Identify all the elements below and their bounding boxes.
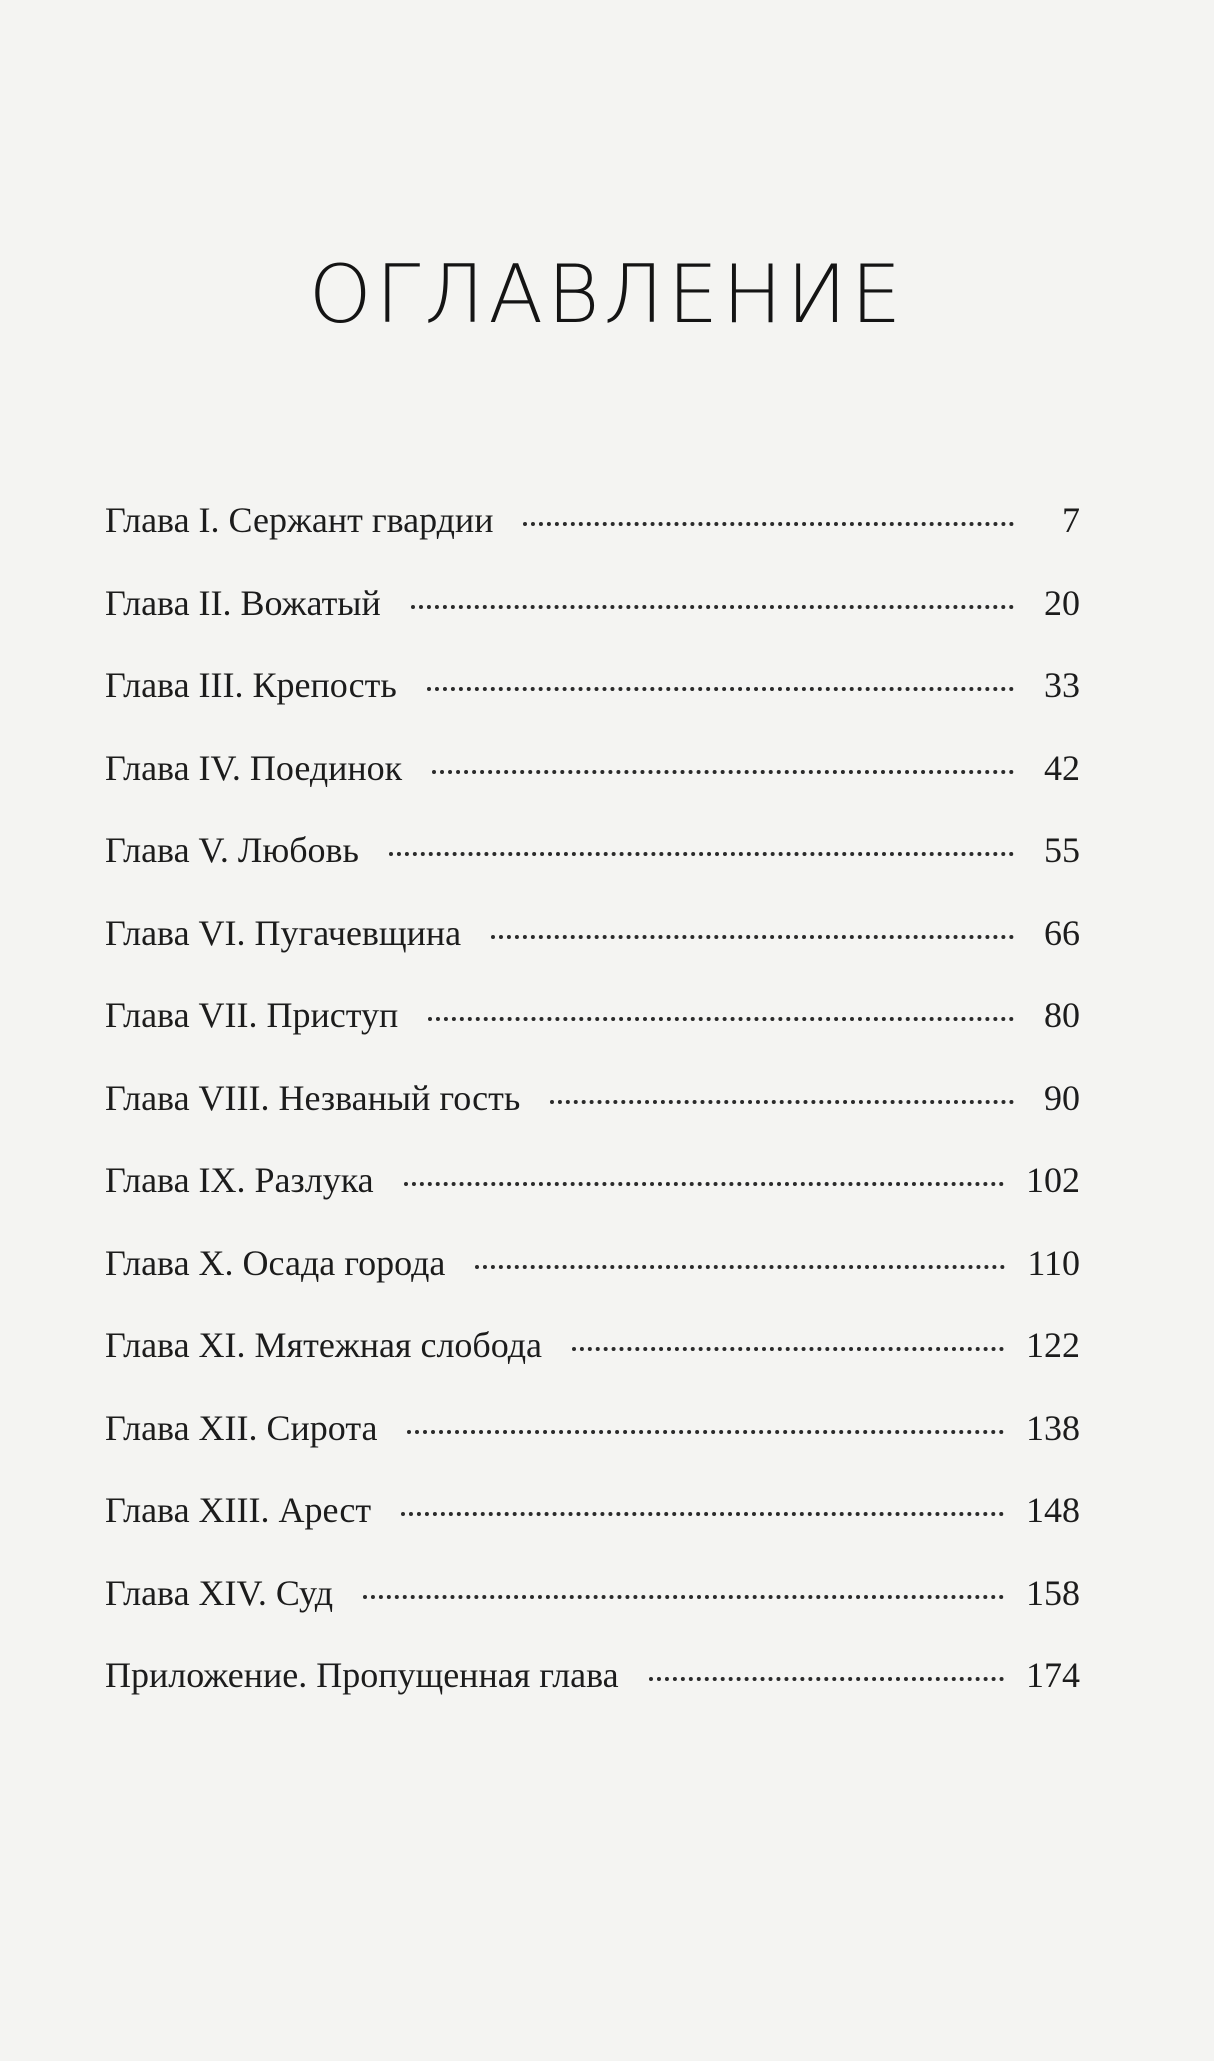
toc-entry-title: Глава VI. Пугачевщина	[105, 912, 462, 953]
toc-entry-page: 148	[1026, 1490, 1080, 1530]
toc-entry-page: 42	[1044, 747, 1080, 788]
dot-leader	[523, 522, 1014, 526]
toc-entry-11	[105, 1315, 1080, 1398]
toc-entry-page: 110	[1027, 1242, 1080, 1283]
toc-entry-title: Глава IX. Разлука	[105, 1160, 374, 1200]
toc-entry-5	[105, 820, 1080, 903]
toc-entry-12	[105, 1398, 1080, 1481]
dot-leader	[649, 1677, 1004, 1681]
dot-leader	[550, 1100, 1014, 1104]
toc-entry-page: 7	[1062, 500, 1080, 540]
toc-entry-title: Глава VIII. Незваный гость	[105, 1077, 521, 1118]
toc-entry-14	[105, 1563, 1080, 1646]
dot-leader	[572, 1347, 1004, 1351]
dot-leader	[407, 1430, 1004, 1434]
toc-entry-title: Глава II. Вожатый	[105, 582, 381, 623]
toc-entry-title: Глава XII. Сирота	[105, 1407, 378, 1448]
toc-entry-13	[105, 1480, 1080, 1563]
table-of-contents	[105, 490, 1080, 1728]
toc-entry-page: 80	[1044, 995, 1080, 1035]
toc-entry-8	[105, 1068, 1080, 1151]
toc-entry-page: 158	[1026, 1572, 1080, 1613]
toc-entry-page: 102	[1026, 1160, 1080, 1200]
dot-leader	[475, 1265, 1005, 1269]
toc-entry-6	[105, 903, 1080, 986]
toc-entry-page: 33	[1044, 665, 1080, 705]
dot-leader	[363, 1595, 1004, 1599]
toc-entry-page: 55	[1044, 830, 1080, 870]
toc-entry-9	[105, 1150, 1080, 1233]
dot-leader	[432, 770, 1014, 774]
toc-entry-page: 20	[1044, 582, 1080, 623]
dot-leader	[401, 1512, 1004, 1516]
toc-entry-1	[105, 490, 1080, 573]
toc-entry-page: 174	[1026, 1655, 1080, 1695]
dot-leader	[491, 935, 1014, 939]
toc-entry-title: Глава IV. Поединок	[105, 747, 403, 788]
toc-entry-page: 138	[1026, 1407, 1080, 1448]
toc-entry-4	[105, 738, 1080, 821]
dot-leader	[428, 1017, 1014, 1021]
toc-entry-15	[105, 1645, 1080, 1728]
toc-entry-title: Глава VII. Приступ	[105, 995, 399, 1035]
toc-entry-page: 66	[1044, 912, 1080, 953]
dot-leader	[411, 605, 1014, 609]
toc-entry-2	[105, 573, 1080, 656]
toc-entry-title: Глава III. Крепость	[105, 665, 397, 705]
toc-entry-title: Глава XIV. Суд	[105, 1572, 334, 1613]
toc-entry-title: Глава XI. Мятежная слобода	[105, 1325, 543, 1365]
toc-entry-3	[105, 655, 1080, 738]
toc-entry-7	[105, 985, 1080, 1068]
toc-entry-page: 90	[1044, 1077, 1080, 1118]
toc-entry-title: Глава V. Любовь	[105, 830, 359, 870]
toc-entry-10	[105, 1233, 1080, 1316]
toc-entry-title: Глава XIII. Арест	[105, 1490, 372, 1530]
dot-leader	[404, 1182, 1004, 1186]
dot-leader	[389, 852, 1014, 856]
dot-leader	[427, 687, 1014, 691]
page-title: ОГЛАВЛЕНИЕ	[308, 248, 906, 341]
toc-entry-title: Приложение. Пропущенная глава	[105, 1655, 619, 1695]
toc-entry-title: Глава X. Осада города	[105, 1242, 446, 1283]
toc-entry-title: Глава I. Сержант гвардии	[105, 500, 494, 540]
toc-entry-page: 122	[1026, 1325, 1080, 1365]
